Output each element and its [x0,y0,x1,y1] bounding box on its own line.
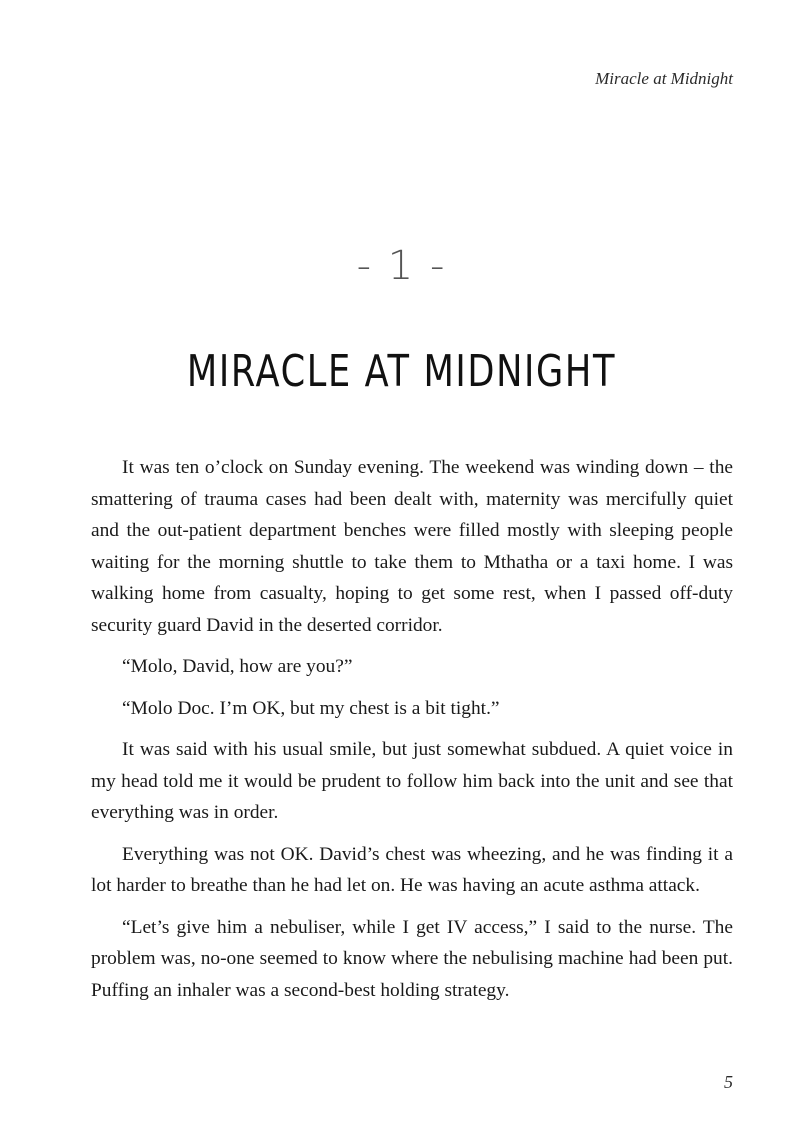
chapter-number: - 1 - [356,243,447,289]
paragraph: “Molo, David, how are you?” [122,656,353,677]
paragraph: “Molo Doc. I’m OK, but my chest is a bit tight.” [122,697,500,719]
chapter-title: MIRACLE AT MIDNIGHT [186,346,617,397]
paragraph: It was ten o’clock on Sunday evening. The weekend was winding down – the smattering of trauma cases had been dealt with, maternity was mercifully quiet and the out-patient department benches were filled mostly with sleeping people waiting for the morning shuttle to take them to Mthatha or a taxi home. I was walking home from casualty, hoping to get some rest, when I passed off-duty security guard David in the deserted corridor. [91,457,733,636]
page-number: 5 [724,1072,733,1092]
paragraph: “Let’s give him a nebuliser, while I get IV access,” I said to the nurse. The problem was, no-one seemed to know where the nebulising machine had been put. Puffing an inhaler was a second-best holding strategy. [91,916,733,1001]
paragraph: Everything was not OK. David’s chest was wheezing, and he was finding it a lot harder to breathe than he had let on. He was having an acute asthma attack. [91,843,733,896]
body-text [91,452,733,1016]
running-head: Miracle at Midnight [595,69,733,88]
paragraph: It was said with his usual smile, but just somewhat subdued. A quiet voice in my head told me it would be prudent to follow him back into the unit and see that everything was in order. [91,739,733,823]
